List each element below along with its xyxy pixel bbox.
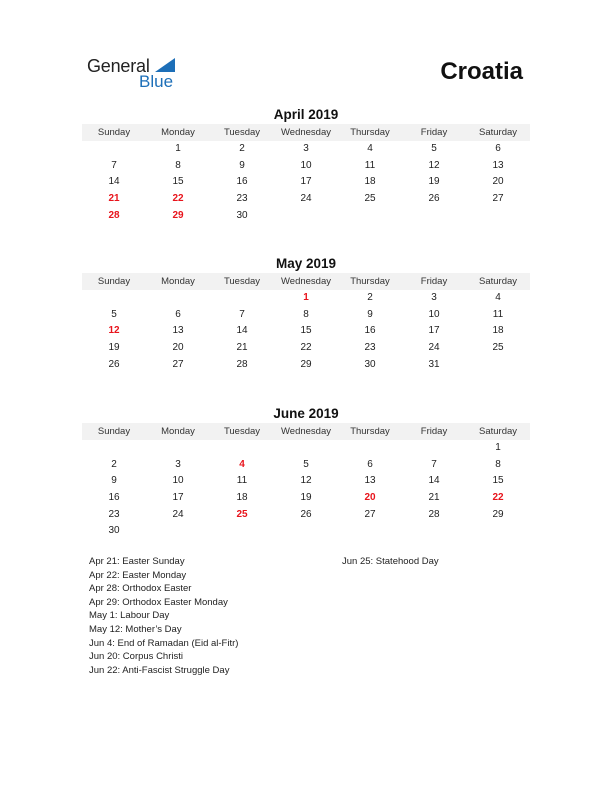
date-cell: 3 bbox=[175, 458, 181, 470]
weekday-header: Sunday bbox=[97, 426, 131, 437]
date-cell: 13 bbox=[364, 475, 376, 487]
empty-cell bbox=[338, 440, 402, 457]
weekday-header-row bbox=[82, 423, 530, 440]
date-cell: 6 bbox=[175, 308, 181, 320]
date-cell: 8 bbox=[303, 308, 309, 320]
date-cell: 27 bbox=[364, 508, 376, 520]
holiday-list-item: May 1: Labour Day bbox=[89, 610, 170, 622]
date-cell: 7 bbox=[111, 159, 117, 171]
holiday-list-item: Apr 28: Orthodox Easter bbox=[89, 583, 192, 595]
empty-cell bbox=[82, 141, 146, 158]
weekday-header: Friday bbox=[420, 276, 448, 287]
logo-text-blue: Blue bbox=[139, 72, 174, 91]
date-cell: 21 bbox=[236, 342, 248, 354]
date-cell: 1 bbox=[495, 442, 501, 453]
week-row bbox=[82, 473, 530, 490]
week-row bbox=[82, 191, 530, 208]
holiday-list-item: Apr 22: Easter Monday bbox=[89, 569, 187, 581]
empty-cell bbox=[402, 523, 466, 540]
holiday-date-cell: 29 bbox=[172, 209, 184, 221]
empty-cell bbox=[466, 523, 530, 540]
empty-cell bbox=[82, 440, 146, 457]
date-cell: 24 bbox=[300, 193, 312, 205]
empty-cell bbox=[466, 208, 530, 225]
week-row bbox=[82, 357, 530, 374]
weekday-header: Sunday bbox=[97, 127, 131, 138]
date-cell: 11 bbox=[236, 475, 248, 487]
empty-cell bbox=[274, 523, 338, 540]
date-cell: 30 bbox=[236, 209, 248, 221]
empty-cell bbox=[338, 208, 402, 225]
logo-triangle-icon bbox=[155, 58, 175, 72]
weekday-header: Thursday bbox=[350, 127, 390, 138]
date-cell: 25 bbox=[364, 193, 376, 205]
holiday-date-cell: 4 bbox=[239, 458, 245, 470]
date-cell: 17 bbox=[300, 176, 312, 188]
month-title: June 2019 bbox=[273, 406, 339, 421]
date-cell: 18 bbox=[492, 325, 504, 337]
date-cell: 4 bbox=[367, 143, 373, 154]
date-cell: 9 bbox=[111, 475, 117, 487]
date-cell: 18 bbox=[364, 176, 376, 188]
empty-cell bbox=[210, 440, 274, 457]
date-cell: 16 bbox=[108, 492, 120, 504]
holiday-date-cell: 22 bbox=[492, 492, 504, 504]
date-cell: 8 bbox=[175, 159, 181, 171]
date-cell: 29 bbox=[300, 358, 312, 370]
generalblue-logo bbox=[87, 56, 187, 92]
month-title: May 2019 bbox=[275, 256, 337, 271]
date-cell: 5 bbox=[303, 458, 309, 470]
week-row bbox=[82, 208, 530, 225]
empty-cell bbox=[466, 357, 530, 374]
holiday-date-cell: 1 bbox=[303, 292, 309, 303]
date-cell: 24 bbox=[428, 342, 440, 354]
date-cell: 6 bbox=[367, 458, 373, 470]
date-cell: 20 bbox=[492, 176, 504, 188]
weekday-header-row bbox=[82, 124, 530, 141]
date-cell: 21 bbox=[428, 492, 440, 504]
logo-text-general: General bbox=[87, 56, 150, 76]
holiday-list-item: Jun 22: Anti-Fascist Struggle Day bbox=[89, 664, 230, 676]
weekday-header: Tuesday bbox=[223, 276, 261, 287]
week-row bbox=[82, 174, 530, 191]
date-cell: 17 bbox=[428, 325, 440, 337]
date-cell: 9 bbox=[239, 159, 245, 171]
month-title: April 2019 bbox=[273, 107, 339, 122]
weekday-header: Saturday bbox=[478, 276, 518, 287]
date-cell: 3 bbox=[431, 292, 437, 303]
holiday-list-item: Apr 21: Easter Sunday bbox=[89, 556, 185, 567]
weekday-header: Saturday bbox=[478, 426, 518, 437]
week-row bbox=[82, 523, 530, 540]
date-cell: 12 bbox=[300, 475, 312, 487]
weekday-header: Tuesday bbox=[223, 127, 261, 138]
weekday-header: Tuesday bbox=[223, 426, 261, 437]
date-cell: 5 bbox=[111, 308, 117, 320]
weekday-header: Monday bbox=[161, 426, 195, 437]
country-title: Croatia bbox=[440, 58, 523, 85]
holiday-list-item: Jun 25: Statehood Day bbox=[342, 556, 439, 567]
holiday-date-cell: 22 bbox=[172, 193, 184, 205]
weekday-header: Monday bbox=[161, 127, 195, 138]
month-april bbox=[82, 106, 530, 224]
weekday-header: Wednesday bbox=[281, 127, 331, 138]
holiday-date-cell: 21 bbox=[108, 193, 120, 205]
date-cell: 13 bbox=[172, 325, 184, 337]
date-cell: 30 bbox=[364, 358, 376, 370]
holiday-date-cell: 28 bbox=[108, 209, 120, 221]
date-cell: 11 bbox=[492, 308, 504, 320]
date-cell: 23 bbox=[108, 508, 120, 520]
date-cell: 22 bbox=[300, 342, 312, 354]
date-cell: 23 bbox=[236, 193, 248, 205]
date-cell: 6 bbox=[495, 143, 501, 154]
date-cell: 30 bbox=[108, 525, 120, 537]
holiday-date-cell: 12 bbox=[108, 325, 120, 337]
holiday-date-cell: 25 bbox=[236, 508, 248, 520]
date-cell: 15 bbox=[300, 325, 312, 337]
weekday-header-row bbox=[82, 273, 530, 290]
empty-cell bbox=[82, 290, 146, 307]
date-cell: 1 bbox=[175, 143, 181, 154]
date-cell: 10 bbox=[172, 475, 184, 487]
weekday-header: Sunday bbox=[97, 276, 131, 287]
date-cell: 7 bbox=[431, 458, 437, 470]
date-cell: 28 bbox=[428, 508, 440, 520]
date-cell: 14 bbox=[428, 475, 440, 487]
weekday-header: Friday bbox=[420, 127, 448, 138]
date-cell: 16 bbox=[364, 325, 376, 337]
date-cell: 8 bbox=[495, 458, 501, 470]
date-cell: 2 bbox=[111, 458, 117, 470]
holiday-list-item: Jun 4: End of Ramadan (Eid al-Fitr) bbox=[89, 637, 239, 649]
date-cell: 15 bbox=[172, 176, 184, 188]
date-cell: 26 bbox=[428, 193, 440, 205]
date-cell: 28 bbox=[236, 358, 248, 370]
holiday-list-item: May 12: Mother’s Day bbox=[89, 623, 182, 635]
date-cell: 27 bbox=[172, 358, 184, 370]
date-cell: 29 bbox=[492, 508, 504, 520]
date-cell: 11 bbox=[364, 159, 376, 171]
empty-cell bbox=[402, 208, 466, 225]
empty-cell bbox=[274, 208, 338, 225]
week-row bbox=[82, 323, 530, 340]
date-cell: 10 bbox=[428, 308, 440, 320]
holiday-date-cell: 20 bbox=[364, 492, 376, 504]
date-cell: 19 bbox=[108, 342, 120, 354]
date-cell: 12 bbox=[428, 159, 440, 171]
weekday-header: Monday bbox=[161, 276, 195, 287]
holiday-list-right bbox=[342, 555, 439, 569]
week-row bbox=[82, 141, 530, 158]
date-cell: 10 bbox=[300, 159, 312, 171]
date-cell: 18 bbox=[236, 492, 248, 504]
date-cell: 7 bbox=[239, 308, 245, 320]
date-cell: 16 bbox=[236, 176, 248, 188]
week-row bbox=[82, 440, 530, 457]
date-cell: 4 bbox=[495, 292, 501, 303]
week-row bbox=[82, 457, 530, 474]
month-june bbox=[82, 405, 530, 540]
week-row bbox=[82, 507, 530, 524]
date-cell: 26 bbox=[300, 508, 312, 520]
date-cell: 25 bbox=[492, 342, 504, 354]
date-cell: 27 bbox=[492, 193, 504, 205]
empty-cell bbox=[274, 440, 338, 457]
date-cell: 2 bbox=[367, 292, 373, 303]
weekday-header: Thursday bbox=[350, 276, 390, 287]
empty-cell bbox=[210, 523, 274, 540]
empty-cell bbox=[146, 440, 210, 457]
date-cell: 19 bbox=[300, 492, 312, 504]
date-cell: 15 bbox=[492, 475, 504, 487]
date-cell: 17 bbox=[172, 492, 184, 504]
date-cell: 5 bbox=[431, 143, 437, 154]
week-row bbox=[82, 290, 530, 307]
date-cell: 23 bbox=[364, 342, 376, 354]
empty-cell bbox=[146, 523, 210, 540]
week-row bbox=[82, 158, 530, 175]
holiday-list-item: Jun 20: Corpus Christi bbox=[89, 651, 183, 663]
date-cell: 9 bbox=[367, 308, 373, 320]
date-cell: 14 bbox=[108, 176, 120, 188]
weekday-header: Friday bbox=[420, 426, 448, 437]
week-row bbox=[82, 340, 530, 357]
week-row bbox=[82, 490, 530, 507]
date-cell: 14 bbox=[236, 325, 248, 337]
holiday-list-left bbox=[89, 555, 238, 677]
empty-cell bbox=[402, 440, 466, 457]
empty-cell bbox=[146, 290, 210, 307]
empty-cell bbox=[338, 523, 402, 540]
weekday-header: Thursday bbox=[350, 426, 390, 437]
month-may bbox=[82, 255, 530, 373]
holiday-list-item: Apr 29: Orthodox Easter Monday bbox=[89, 596, 228, 608]
date-cell: 31 bbox=[428, 358, 440, 370]
weekday-header: Saturday bbox=[478, 127, 518, 138]
date-cell: 20 bbox=[172, 342, 184, 354]
date-cell: 13 bbox=[492, 159, 504, 171]
date-cell: 24 bbox=[172, 508, 184, 520]
date-cell: 2 bbox=[239, 143, 245, 154]
weekday-header: Wednesday bbox=[281, 426, 331, 437]
date-cell: 26 bbox=[108, 358, 120, 370]
date-cell: 19 bbox=[428, 176, 440, 188]
week-row bbox=[82, 307, 530, 324]
empty-cell bbox=[210, 290, 274, 307]
date-cell: 3 bbox=[303, 143, 309, 154]
weekday-header: Wednesday bbox=[281, 276, 331, 287]
